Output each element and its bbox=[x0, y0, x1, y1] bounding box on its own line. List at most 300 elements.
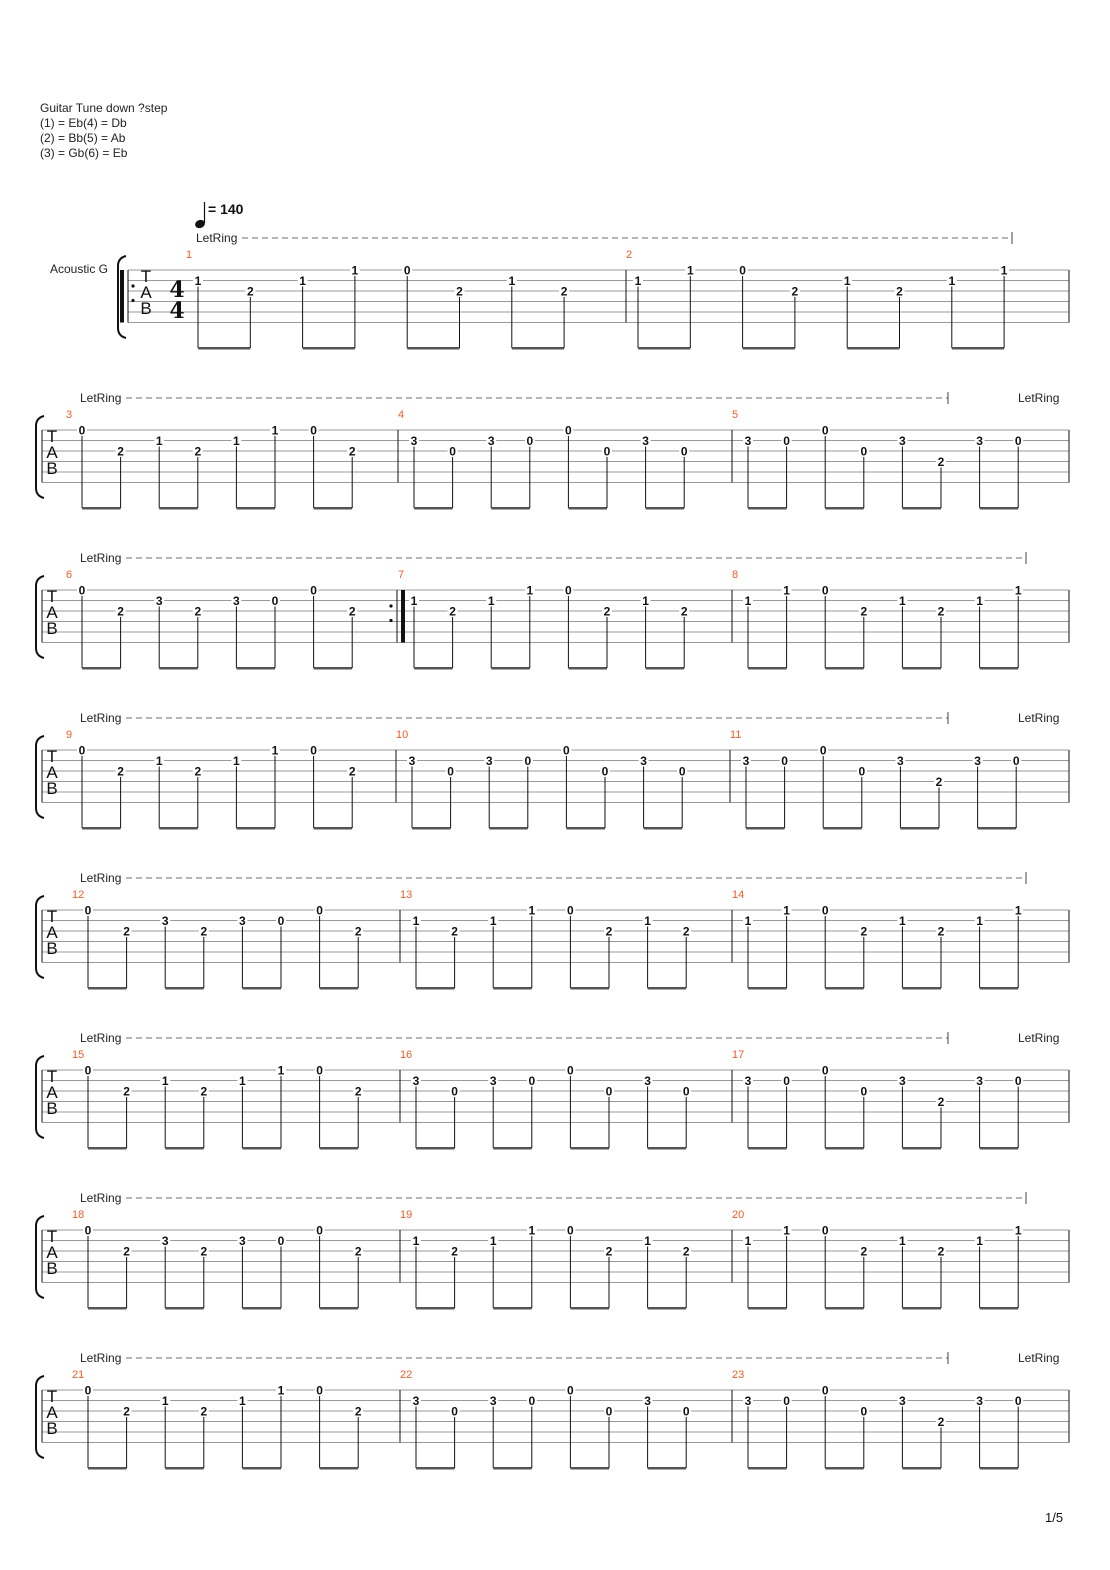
fret-number: 2 bbox=[348, 604, 356, 619]
measure-number: 21 bbox=[72, 1369, 85, 1381]
fret-number: 0 bbox=[528, 1394, 536, 1408]
note-beam bbox=[242, 1147, 281, 1150]
fret-number: 1 bbox=[271, 743, 279, 758]
note-beam bbox=[825, 1307, 864, 1310]
instrument-name: Acoustic G bbox=[50, 262, 109, 276]
fret-number: 0 bbox=[277, 914, 285, 928]
tab-clef-letter: T bbox=[46, 907, 58, 926]
measure-number: 5 bbox=[732, 409, 739, 421]
fret-number: 1 bbox=[783, 583, 790, 598]
fret-number: 2 bbox=[348, 444, 356, 459]
fret-number: 0 bbox=[781, 754, 788, 768]
measure-number: 8 bbox=[732, 569, 739, 581]
note-beam bbox=[320, 987, 359, 990]
note-beam bbox=[748, 667, 787, 670]
fret-number: 2 bbox=[682, 1244, 690, 1259]
fret-number: 0 bbox=[682, 1404, 690, 1419]
fret-number: 2 bbox=[937, 455, 945, 469]
fret-number: 2 bbox=[354, 1404, 362, 1419]
note-beam bbox=[159, 507, 198, 510]
system-bracket bbox=[36, 896, 44, 978]
measure-number: 1 bbox=[186, 249, 193, 261]
fret-number: 1 bbox=[634, 274, 642, 288]
fret-number: 0 bbox=[403, 263, 411, 278]
measure-number: 16 bbox=[400, 1049, 413, 1061]
fret-number: 2 bbox=[680, 604, 688, 619]
note-beam bbox=[646, 667, 685, 670]
fret-number: 2 bbox=[117, 604, 124, 619]
fret-number: 2 bbox=[682, 924, 690, 939]
fret-number: 1 bbox=[233, 754, 240, 768]
fret-number: 1 bbox=[644, 1234, 651, 1248]
note-beam bbox=[900, 827, 939, 830]
note-beam bbox=[416, 987, 455, 990]
note-beam bbox=[320, 1147, 359, 1150]
fret-number: 0 bbox=[78, 743, 86, 758]
let-ring-label: LetRing bbox=[80, 391, 122, 405]
fret-number: 3 bbox=[155, 594, 163, 608]
fret-number: 2 bbox=[605, 924, 613, 939]
fret-number: 2 bbox=[200, 1244, 208, 1259]
fret-number: 1 bbox=[976, 594, 983, 608]
fret-number: 0 bbox=[84, 1223, 92, 1238]
fret-number: 0 bbox=[563, 743, 570, 758]
note-beam bbox=[159, 827, 198, 830]
fret-number: 1 bbox=[233, 434, 240, 448]
fret-number: 2 bbox=[451, 924, 458, 939]
fret-number: 3 bbox=[642, 434, 649, 448]
fret-number: 2 bbox=[449, 604, 456, 619]
measure-number: 2 bbox=[626, 249, 633, 261]
fret-number: 1 bbox=[1000, 263, 1008, 278]
tab-clef-letter: T bbox=[46, 427, 58, 446]
note-beam bbox=[902, 507, 941, 510]
fret-number: 1 bbox=[686, 263, 694, 278]
fret-number: 2 bbox=[937, 604, 945, 619]
note-beam bbox=[491, 667, 530, 670]
note-beam bbox=[823, 827, 862, 830]
fret-number: 0 bbox=[680, 444, 688, 459]
note-beam bbox=[165, 1147, 204, 1150]
tab-clef-letter: T bbox=[46, 1387, 58, 1406]
note-beam bbox=[638, 347, 690, 350]
fret-number: 1 bbox=[277, 1383, 285, 1398]
fret-number: 3 bbox=[412, 1394, 420, 1408]
note-beam bbox=[416, 1147, 455, 1150]
note-beam bbox=[847, 347, 899, 350]
note-beam bbox=[242, 1467, 281, 1470]
fret-number: 1 bbox=[744, 594, 752, 608]
fret-number: 1 bbox=[899, 594, 906, 608]
note-beam bbox=[570, 1307, 609, 1310]
fret-number: 2 bbox=[246, 284, 254, 299]
note-beam bbox=[570, 1467, 609, 1470]
fret-number: 0 bbox=[682, 1084, 690, 1099]
note-beam bbox=[748, 507, 787, 510]
tempo-marking: = 140 bbox=[208, 201, 244, 217]
measure-number: 15 bbox=[72, 1049, 85, 1061]
note-beam bbox=[242, 1307, 281, 1310]
note-beam bbox=[825, 987, 864, 990]
tuning-line: (3) = Gb(6) = Eb bbox=[40, 146, 128, 160]
fret-number: 2 bbox=[117, 764, 124, 779]
note-beam bbox=[414, 667, 453, 670]
repeat-dot bbox=[389, 619, 392, 622]
note-beam bbox=[648, 1147, 687, 1150]
fret-number: 0 bbox=[310, 583, 317, 598]
fret-number: 3 bbox=[640, 754, 647, 768]
note-beam bbox=[242, 987, 281, 990]
note-beam bbox=[902, 987, 941, 990]
fret-number: 3 bbox=[976, 434, 983, 448]
note-beam bbox=[570, 987, 609, 990]
repeat-barline-thick bbox=[401, 590, 405, 643]
note-beam bbox=[493, 1307, 532, 1310]
fret-number: 0 bbox=[277, 1234, 285, 1248]
tab-clef-letter: A bbox=[46, 443, 58, 462]
note-beam bbox=[314, 827, 353, 830]
tab-clef-letter: T bbox=[46, 1067, 58, 1086]
system-bracket bbox=[36, 576, 44, 658]
fret-number: 0 bbox=[1014, 1074, 1022, 1088]
note-beam bbox=[648, 987, 687, 990]
fret-number: 0 bbox=[860, 444, 868, 459]
tab-clef-letter: A bbox=[46, 603, 58, 622]
measure-number: 23 bbox=[732, 1369, 745, 1381]
fret-number: 0 bbox=[603, 444, 611, 459]
fret-number: 0 bbox=[565, 423, 572, 438]
fret-number: 2 bbox=[935, 775, 943, 789]
fret-number: 0 bbox=[1012, 754, 1020, 768]
note-beam bbox=[980, 987, 1019, 990]
note-beam bbox=[825, 1147, 864, 1150]
fret-number: 2 bbox=[860, 924, 868, 939]
let-ring-label: LetRing bbox=[196, 231, 238, 245]
let-ring-label: LetRing bbox=[80, 711, 122, 725]
note-beam bbox=[82, 667, 121, 670]
note-beam bbox=[489, 827, 528, 830]
time-signature-bottom: 4 bbox=[169, 298, 185, 324]
note-beam bbox=[902, 1147, 941, 1150]
measure-number: 14 bbox=[732, 889, 745, 901]
note-beam bbox=[414, 507, 453, 510]
fret-number: 3 bbox=[412, 1074, 420, 1088]
note-beam bbox=[407, 347, 459, 350]
fret-number: 0 bbox=[451, 1084, 458, 1099]
note-beam bbox=[748, 1307, 787, 1310]
fret-number: 2 bbox=[194, 604, 202, 619]
fret-number: 3 bbox=[744, 434, 752, 448]
fret-number: 1 bbox=[1014, 583, 1022, 598]
fret-number: 2 bbox=[937, 1244, 945, 1259]
fret-number: 0 bbox=[567, 1063, 574, 1078]
note-beam bbox=[165, 1467, 204, 1470]
tab-clef-letter: B bbox=[140, 299, 152, 318]
note-beam bbox=[748, 987, 787, 990]
tab-clef-letter: T bbox=[140, 267, 152, 286]
fret-number: 2 bbox=[354, 1084, 362, 1099]
let-ring-label: LetRing bbox=[80, 1191, 122, 1205]
note-beam bbox=[320, 1307, 359, 1310]
fret-number: 1 bbox=[948, 274, 956, 288]
note-beam bbox=[491, 507, 530, 510]
fret-number: 0 bbox=[783, 434, 790, 448]
tuning-line: (2) = Bb(5) = Ab bbox=[40, 131, 126, 145]
fret-number: 0 bbox=[783, 1394, 790, 1408]
tuning-title: Guitar Tune down ?step bbox=[40, 101, 168, 115]
fret-number: 2 bbox=[200, 1404, 208, 1419]
fret-number: 0 bbox=[860, 1404, 868, 1419]
system-bracket bbox=[36, 1216, 44, 1298]
repeat-dot bbox=[131, 299, 134, 302]
fret-number: 1 bbox=[161, 1074, 169, 1088]
tab-clef-letter: A bbox=[46, 1403, 58, 1422]
fret-number: 2 bbox=[560, 284, 568, 299]
note-beam bbox=[902, 1467, 941, 1470]
note-beam bbox=[493, 987, 532, 990]
fret-number: 0 bbox=[271, 594, 279, 608]
note-beam bbox=[980, 667, 1019, 670]
fret-number: 3 bbox=[899, 434, 906, 448]
fret-number: 2 bbox=[860, 604, 868, 619]
fret-number: 1 bbox=[1014, 1223, 1022, 1238]
tab-clef-letter: B bbox=[46, 619, 58, 638]
fret-number: 1 bbox=[277, 1063, 285, 1078]
fret-number: 0 bbox=[1014, 434, 1022, 448]
fret-number: 0 bbox=[447, 764, 454, 779]
note-beam bbox=[512, 347, 564, 350]
note-beam bbox=[566, 827, 605, 830]
fret-number: 3 bbox=[976, 1074, 983, 1088]
fret-number: 0 bbox=[821, 423, 829, 438]
measure-number: 20 bbox=[732, 1209, 745, 1221]
fret-number: 1 bbox=[271, 423, 279, 438]
note-beam bbox=[978, 827, 1017, 830]
fret-number: 1 bbox=[487, 594, 495, 608]
fret-number: 3 bbox=[644, 1074, 651, 1088]
fret-number: 0 bbox=[605, 1084, 613, 1099]
measure-number: 22 bbox=[400, 1369, 413, 1381]
fret-number: 2 bbox=[937, 924, 945, 939]
fret-number: 3 bbox=[161, 1234, 169, 1248]
fret-number: 1 bbox=[899, 1234, 906, 1248]
measure-number: 10 bbox=[396, 729, 409, 741]
fret-number: 1 bbox=[528, 1223, 536, 1238]
note-beam bbox=[165, 987, 204, 990]
fret-number: 2 bbox=[200, 924, 208, 939]
tab-clef-letter: B bbox=[46, 1419, 58, 1438]
fret-number: 1 bbox=[299, 274, 306, 288]
measure-number: 17 bbox=[732, 1049, 745, 1061]
tab-clef-letter: A bbox=[46, 763, 58, 782]
fret-number: 0 bbox=[84, 1383, 92, 1398]
fret-number: 1 bbox=[744, 914, 752, 928]
note-beam bbox=[412, 827, 451, 830]
fret-number: 0 bbox=[316, 1223, 323, 1238]
tab-clef-letter: B bbox=[46, 939, 58, 958]
fret-number: 1 bbox=[783, 903, 790, 918]
fret-number: 3 bbox=[489, 1074, 497, 1088]
note-beam bbox=[493, 1467, 532, 1470]
note-beam bbox=[980, 1467, 1019, 1470]
fret-number: 0 bbox=[821, 903, 829, 918]
fret-number: 1 bbox=[161, 1394, 169, 1408]
tab-clef-letter: B bbox=[46, 1259, 58, 1278]
fret-number: 1 bbox=[508, 274, 516, 288]
fret-number: 3 bbox=[161, 914, 169, 928]
fret-number: 1 bbox=[642, 594, 649, 608]
let-ring-label: LetRing bbox=[80, 871, 122, 885]
note-beam bbox=[952, 347, 1004, 350]
let-ring-label: LetRing bbox=[80, 1351, 122, 1365]
fret-number: 1 bbox=[976, 1234, 983, 1248]
fret-number: 1 bbox=[526, 583, 534, 598]
fret-number: 0 bbox=[84, 1063, 92, 1078]
note-beam bbox=[980, 1307, 1019, 1310]
page-number: 1/5 bbox=[1045, 1510, 1064, 1525]
note-beam bbox=[825, 667, 864, 670]
measure-number: 13 bbox=[400, 889, 413, 901]
note-beam bbox=[88, 1147, 127, 1150]
note-beam bbox=[416, 1467, 455, 1470]
fret-number: 2 bbox=[937, 1415, 945, 1429]
fret-number: 3 bbox=[487, 434, 495, 448]
fret-number: 2 bbox=[896, 284, 903, 299]
note-beam bbox=[88, 987, 127, 990]
note-beam bbox=[748, 1467, 787, 1470]
note-beam bbox=[648, 1307, 687, 1310]
note-beam bbox=[825, 507, 864, 510]
fret-number: 1 bbox=[412, 1234, 420, 1248]
fret-number: 2 bbox=[348, 764, 356, 779]
note-beam bbox=[314, 507, 353, 510]
fret-number: 0 bbox=[821, 1223, 829, 1238]
measure-number: 11 bbox=[730, 729, 742, 741]
fret-number: 0 bbox=[449, 444, 456, 459]
note-beam bbox=[88, 1467, 127, 1470]
fret-number: 3 bbox=[899, 1074, 906, 1088]
let-ring-label: LetRing bbox=[1018, 1031, 1060, 1045]
fret-number: 2 bbox=[200, 1084, 208, 1099]
system-bracket bbox=[36, 416, 44, 498]
fret-number: 0 bbox=[451, 1404, 458, 1419]
note-beam bbox=[648, 1467, 687, 1470]
fret-number: 1 bbox=[239, 1394, 246, 1408]
fret-number: 0 bbox=[821, 1063, 829, 1078]
note-beam bbox=[314, 667, 353, 670]
note-beam bbox=[568, 667, 607, 670]
fret-number: 3 bbox=[239, 1234, 246, 1248]
fret-number: 0 bbox=[316, 903, 323, 918]
note-beam bbox=[568, 507, 607, 510]
measure-number: 6 bbox=[66, 569, 73, 581]
fret-number: 1 bbox=[410, 594, 418, 608]
fret-number: 3 bbox=[976, 1394, 983, 1408]
fret-number: 1 bbox=[783, 1223, 790, 1238]
let-ring-label: LetRing bbox=[1018, 711, 1060, 725]
note-beam bbox=[82, 507, 121, 510]
fret-number: 0 bbox=[605, 1404, 613, 1419]
measure-number: 7 bbox=[398, 569, 405, 581]
fret-number: 0 bbox=[78, 423, 86, 438]
fret-number: 3 bbox=[644, 1394, 651, 1408]
fret-number: 3 bbox=[899, 1394, 906, 1408]
note-beam bbox=[902, 667, 941, 670]
note-beam bbox=[570, 1147, 609, 1150]
note-beam bbox=[493, 1147, 532, 1150]
fret-number: 1 bbox=[239, 1074, 246, 1088]
time-signature-top: 4 bbox=[169, 277, 185, 303]
fret-number: 0 bbox=[84, 903, 92, 918]
note-beam bbox=[236, 667, 275, 670]
fret-number: 0 bbox=[310, 743, 317, 758]
fret-number: 2 bbox=[123, 1084, 130, 1099]
fret-number: 0 bbox=[567, 903, 574, 918]
note-beam bbox=[746, 827, 785, 830]
fret-number: 0 bbox=[819, 743, 827, 758]
fret-number: 0 bbox=[739, 263, 746, 278]
fret-number: 2 bbox=[451, 1244, 458, 1259]
fret-number: 2 bbox=[605, 1244, 613, 1259]
fret-number: 0 bbox=[524, 754, 532, 768]
fret-number: 3 bbox=[233, 594, 240, 608]
repeat-barline-thick bbox=[120, 270, 124, 323]
let-ring-label: LetRing bbox=[1018, 1351, 1060, 1365]
fret-number: 0 bbox=[783, 1074, 790, 1088]
fret-number: 2 bbox=[354, 1244, 362, 1259]
fret-number: 1 bbox=[1014, 903, 1022, 918]
fret-number: 0 bbox=[567, 1223, 574, 1238]
note-beam bbox=[82, 827, 121, 830]
fret-number: 1 bbox=[155, 754, 163, 768]
fret-number: 0 bbox=[310, 423, 317, 438]
note-beam bbox=[825, 1467, 864, 1470]
measure-number: 9 bbox=[66, 729, 73, 741]
fret-number: 3 bbox=[742, 754, 750, 768]
fret-number: 3 bbox=[485, 754, 493, 768]
tab-clef-letter: A bbox=[46, 923, 58, 942]
fret-number: 0 bbox=[678, 764, 686, 779]
note-beam bbox=[748, 1147, 787, 1150]
tab-clef-letter: B bbox=[46, 779, 58, 798]
note-beam bbox=[644, 827, 683, 830]
fret-number: 2 bbox=[117, 444, 124, 459]
system-bracket bbox=[36, 1056, 44, 1138]
tab-clef-letter: T bbox=[46, 587, 58, 606]
note-beam bbox=[980, 507, 1019, 510]
note-beam bbox=[88, 1307, 127, 1310]
measure-number: 4 bbox=[398, 409, 405, 421]
tab-clef-letter: B bbox=[46, 459, 58, 478]
note-beam bbox=[198, 347, 250, 350]
tab-clef-letter: B bbox=[46, 1099, 58, 1118]
note-beam bbox=[236, 507, 275, 510]
fret-number: 3 bbox=[744, 1394, 752, 1408]
note-beam bbox=[165, 1307, 204, 1310]
fret-number: 2 bbox=[123, 1244, 130, 1259]
let-ring-label: LetRing bbox=[80, 1031, 122, 1045]
tuning-line: (1) = Eb(4) = Db bbox=[40, 116, 127, 130]
let-ring-label: LetRing bbox=[1018, 391, 1060, 405]
fret-number: 0 bbox=[528, 1074, 536, 1088]
tab-clef-letter: A bbox=[46, 1243, 58, 1262]
tab-clef-letter: T bbox=[46, 747, 58, 766]
fret-number: 0 bbox=[78, 583, 86, 598]
fret-number: 1 bbox=[976, 914, 983, 928]
note-beam bbox=[646, 507, 685, 510]
fret-number: 1 bbox=[351, 263, 359, 278]
measure-number: 12 bbox=[72, 889, 85, 901]
